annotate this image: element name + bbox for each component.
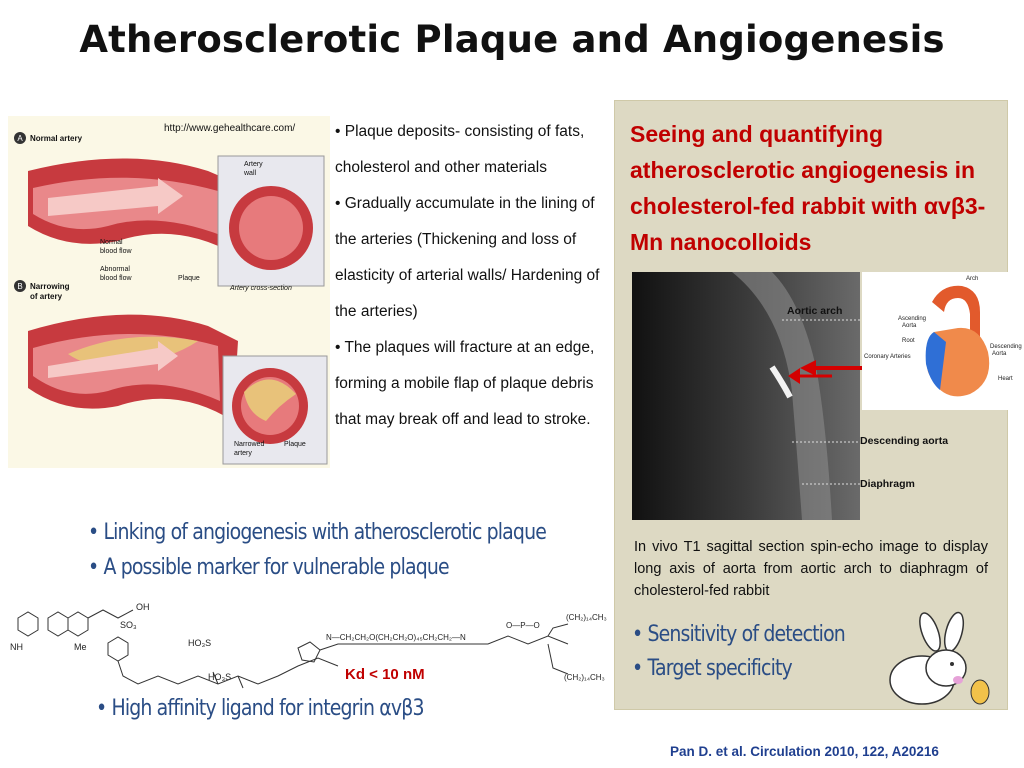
panel-title: Seeing and quantifying atherosclerotic angiogenesis in cholesterol-fed rabbit with αvβ3-Mn nanocolloids (630, 121, 986, 255)
heart-label-arch: Arch (966, 276, 979, 282)
ring-4 (108, 637, 128, 661)
detection-bullets (632, 618, 845, 686)
chem-label-me: Me (74, 642, 87, 652)
abnormal-flow-label-1: Abnormal (100, 266, 130, 273)
heart-label-ascending-2: Aorta (902, 323, 917, 329)
aortic-arch-label: Aortic arch (787, 305, 843, 317)
cross-section-lumen (239, 196, 303, 260)
bullet-item: • A possible marker for vulnerable plaque (88, 555, 449, 580)
heart-label-ascending-1: Ascending (898, 316, 927, 322)
narrowed-label-1: Narrowed (234, 441, 265, 448)
chem-label-so3: SO₃ (120, 620, 137, 630)
artery-illustration (8, 116, 330, 468)
lipid-2 (548, 644, 568, 674)
citation: Pan D. et al. Circulation 2010, 122, A20216 (670, 744, 939, 759)
bullet-item: • Sensitivity of detection (632, 622, 845, 647)
chem-label-op: O—P—O (506, 621, 540, 630)
descending-aorta-label: Descending aorta (860, 435, 949, 447)
narrowed-label-2: artery (234, 450, 252, 457)
rabbit-ear-right (941, 611, 967, 654)
rabbit-eye (950, 662, 954, 666)
heart-label-descending-2: Aorta (992, 351, 1007, 357)
heart-label-descending-1: Descending (990, 344, 1022, 350)
chemical-structure-drawing (8, 588, 610, 692)
chem-label-chain: N—CH₂CH₂O(CH₂CH₂O)₄₅CH₂CH₂—N (326, 633, 466, 642)
chem-label-ho3s-2: HO₃S (208, 672, 232, 682)
label-b-text-1: Narrowing (30, 282, 70, 291)
ligand-structure (8, 588, 610, 692)
plaque-label: Plaque (178, 275, 200, 282)
bullet-item: • Linking of angiogenesis with atherosclerotic plaque (88, 520, 546, 545)
normal-flow-label-1: Normal (100, 239, 123, 246)
rabbit-illustration (882, 610, 1002, 710)
red-arrow-outside-head (800, 360, 816, 376)
bullet-item: • The plaques will fracture at an edge, forming a mobile flap of plaque debris that may break off and lead to stroke. (335, 339, 595, 428)
chem-label-oh: OH (136, 602, 150, 612)
heart-label-heart: Heart (998, 376, 1013, 382)
rabbit-drawing (882, 610, 1002, 710)
ring-1 (18, 612, 38, 636)
chem-label-c14-1: (CH₂)₁₄CH₃ (566, 613, 607, 622)
ring-3 (68, 612, 88, 636)
mri-scan (632, 272, 860, 520)
abnormal-flow-label-2: blood flow (100, 275, 132, 282)
normal-flow-label-2: blood flow (100, 248, 132, 255)
heart-label-coronary: Coronary Arteries (864, 354, 911, 360)
bullet-item: • Gradually accumulate in the lining of the arteries (Thickening and loss of elasticity of arterial walls/ Hardening of the arteries) (335, 195, 600, 320)
mri-image (632, 272, 860, 520)
diaphragm-label: Diaphragm (860, 478, 915, 490)
mri-caption: In vivo T1 sagittal section spin-echo image to display long axis of aorta from aortic arch to diaphragm of cholesterol-fed rabbit (634, 539, 988, 599)
ring-2 (48, 612, 68, 636)
kd-value: Kd < 10 nM (345, 666, 425, 683)
linker-1 (88, 610, 133, 618)
ligand-bullet: • High affinity ligand for integrin αvβ3 (96, 696, 424, 721)
heart-diagram (862, 272, 1024, 410)
artery-wall-label-2: wall (244, 170, 257, 177)
angiogenesis-bullets (88, 515, 546, 585)
label-b-text-2: of artery (30, 292, 63, 301)
rabbit-bow (953, 676, 963, 684)
bullet-item: • Target specificity (632, 656, 792, 681)
easter-egg (971, 680, 989, 704)
artery-figure (8, 116, 330, 468)
cross-section-label: Artery cross-section (230, 285, 292, 292)
heart-label-root: Root (902, 338, 915, 344)
chem-label-ho3s-1: HO₃S (188, 638, 212, 648)
bullet-item: • Plaque deposits- consisting of fats, cholesterol and other materials (335, 123, 585, 176)
lipid-1 (548, 624, 568, 636)
label-a: A (17, 134, 23, 143)
plaque-bullets (335, 114, 605, 438)
slide-title: Atherosclerotic Plaque and Angiogenesis (79, 18, 945, 61)
chem-label-nh: NH (10, 642, 23, 652)
rabbit-ear-left (916, 610, 945, 653)
label-b: B (17, 282, 23, 291)
artery-wall-label-1: Artery (244, 161, 263, 168)
plaque-label-2: Plaque (284, 441, 306, 448)
heart-illustration (862, 272, 1024, 410)
chem-label-c14-2: (CH₂)₁₄CH₃ (564, 673, 605, 682)
label-a-text: Normal artery (30, 134, 83, 143)
source-url[interactable]: http://www.gehealthcare.com/ (164, 123, 296, 134)
